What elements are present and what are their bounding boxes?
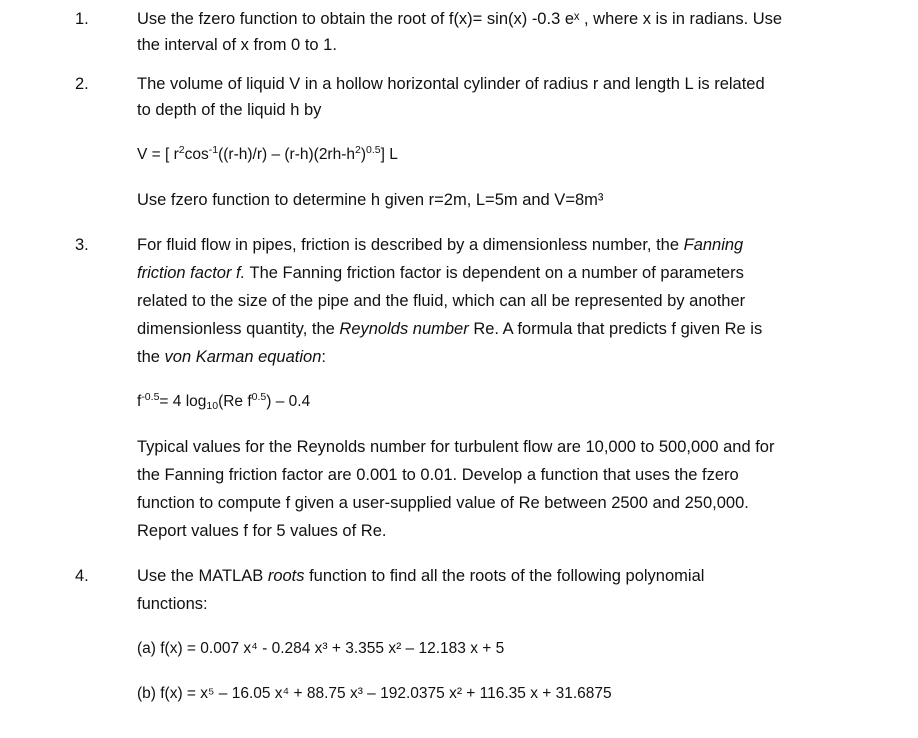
text-line: Use the fzero function to obtain the root of f(x)= sin(x) -0.3 eˣ , where x is in radians. Use (137, 10, 783, 28)
item-number: 1. (75, 10, 89, 28)
polynomial-a: (a) f(x) = 0.007 x⁴ - 0.284 x³ + 3.355 x² – 12.183 x + 5 (137, 640, 505, 657)
text-line: The volume of liquid V in a hollow horizontal cylinder of radius r and length L is related (137, 75, 765, 93)
text-line: Use the MATLAB roots function to find all the roots of the following polynomial (137, 567, 705, 585)
text-line: the Fanning friction factor are 0.001 to 0.01. Develop a function that uses the fzero (137, 466, 739, 484)
item-number: 2. (75, 75, 89, 93)
text-line: Typical values for the Reynolds number for turbulent flow are 10,000 to 500,000 and for (137, 438, 775, 456)
text-line: the interval of x from 0 to 1. (137, 36, 337, 54)
text-line: the von Karman equation: (137, 348, 326, 366)
text-line: Report values f for 5 values of Re. (137, 522, 387, 540)
given-values: Use fzero function to determine h given r=2m, L=5m and V=8m³ (137, 191, 604, 209)
item-number: 4. (75, 567, 89, 585)
item-number: 3. (75, 236, 89, 254)
text-line: dimensionless quantity, the Reynolds number Re. A formula that predicts f given Re is (137, 320, 763, 338)
polynomial-b: (b) f(x) = x⁵ – 16.05 x⁴ + 88.75 x³ – 192.0375 x² + 116.35 x + 31.6875 (137, 685, 612, 702)
volume-equation: V = [ $r^2\cos^{-1}((r-h)/r) - (r-h)(2rh-h^2)^{0.5}$] L (137, 144, 398, 163)
text-line: friction factor f. The Fanning friction factor is dependent on a number of parameters (137, 264, 744, 282)
text-line: function to compute f given a user-supplied value of Re between 2500 and 250,000. (137, 494, 749, 512)
text-line: related to the size of the pipe and the fluid, which can all be represented by another (137, 292, 746, 310)
text-line: For fluid flow in pipes, friction is described by a dimensionless number, the Fanning (137, 236, 744, 254)
von-karman-equation: $f^{-0.5}= 4$ $\log_{10}(Re$ $f^{0.5}) - 0.4$ (137, 391, 311, 412)
text-line: to depth of the liquid h by (137, 101, 322, 119)
text-line: functions: (137, 595, 208, 613)
